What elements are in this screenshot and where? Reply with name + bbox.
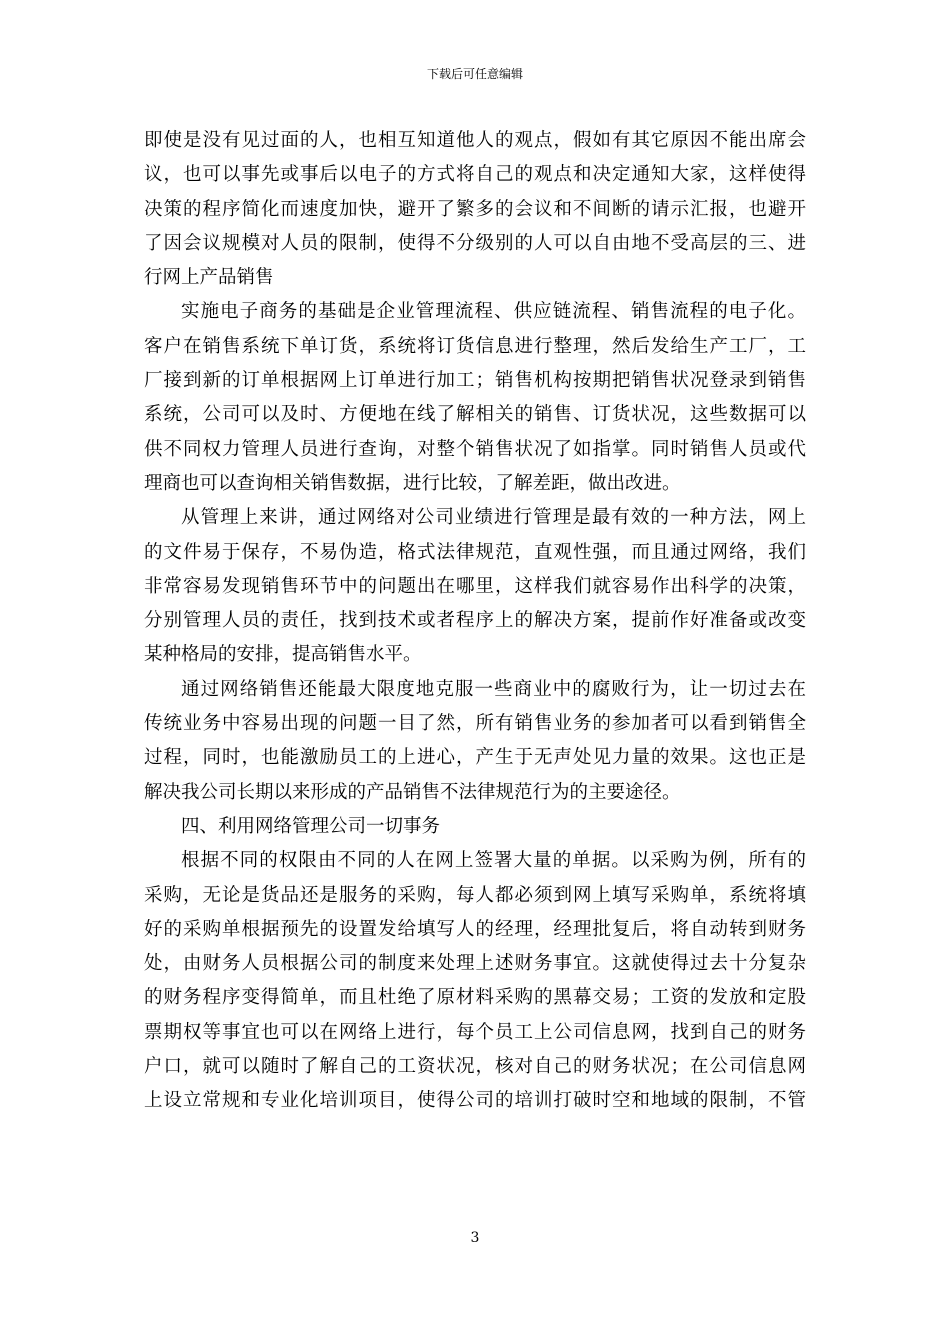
text-line: 的文件易于保存，不易伪造，格式法律规范，直观性强，而且通过网络，我们 — [144, 541, 806, 563]
text-line: 过程，同时，也能激励员工的上进心，产生于无声处见力量的效果。这也正是 — [144, 747, 806, 769]
text-line: 分别管理人员的责任，找到技术或者程序上的解决方案，提前作好准备或改变 — [144, 610, 806, 632]
text-line: 议，也可以事先或事后以电子的方式将自己的观点和决定通知大家，这样使得 — [144, 164, 806, 186]
text-line: 户口，就可以随时了解自己的工资状况，核对自己的财务状况；在公司信息网 — [144, 1056, 806, 1078]
page-header: 下载后可任意编辑 — [426, 67, 523, 81]
text-line: 行网上产品销售 — [144, 267, 274, 289]
text-line: 处，由财务人员根据公司的制度来处理上述财务事宜。这就使得过去十分复杂 — [144, 953, 806, 975]
text-line: 票期权等事宜也可以在网络上进行，每个员工上公司信息网，找到自己的财务 — [144, 1021, 806, 1043]
text-line: 非常容易发现销售环节中的问题出在哪里，这样我们就容易作出科学的决策， — [144, 575, 806, 597]
text-line: 供不同权力管理人员进行查询，对整个销售状况了如指掌。同时销售人员或代 — [144, 438, 806, 460]
text-line: 四、利用网络管理公司一切事务 — [181, 815, 441, 837]
document-body — [144, 124, 806, 1119]
text-line: 厂接到新的订单根据网上订单进行加工；销售机构按期把销售状况登录到销售 — [144, 370, 806, 392]
text-line: 某种格局的安排，提高销售水平。 — [144, 644, 422, 666]
text-line: 即使是没有见过面的人，也相互知道他人的观点，假如有其它原因不能出席会 — [144, 130, 806, 151]
text-line: 的财务程序变得简单，而且杜绝了原材料采购的黑幕交易；工资的发放和定股 — [144, 987, 806, 1009]
text-line: 从管理上来讲，通过网络对公司业绩进行管理是最有效的一种方法，网上 — [181, 507, 806, 529]
text-line: 根据不同的权限由不同的人在网上签署大量的单据。以采购为例，所有的 — [181, 850, 806, 872]
text-line: 好的采购单根据预先的设置发给填写人的经理，经理批复后，将自动转到财务 — [144, 918, 806, 940]
page-number: 3 — [470, 1230, 480, 1246]
text-line: 传统业务中容易出现的问题一目了然，所有销售业务的参加者可以看到销售全 — [144, 713, 806, 735]
text-line: 采购，无论是货品还是服务的采购，每人都必须到网上填写采购单，系统将填 — [144, 884, 806, 906]
text-line: 决策的程序简化而速度加快，避开了繁多的会议和不间断的请示汇报，也避开 — [144, 198, 806, 220]
text-line: 理商也可以查询相关销售数据，进行比较，了解差距，做出改进。 — [144, 472, 681, 494]
text-line: 上设立常规和专业化培训项目，使得公司的培训打破时空和地域的限制，不管 — [144, 1090, 806, 1112]
text-line: 解决我公司长期以来形成的产品销售不法律规范行为的主要途径。 — [144, 781, 681, 803]
text-line: 实施电子商务的基础是企业管理流程、供应链流程、销售流程的电子化。 — [181, 301, 806, 323]
text-line: 了因会议规模对人员的限制，使得不分级别的人可以自由地不受高层的三、进 — [144, 232, 806, 254]
text-line: 客户在销售系统下单订货，系统将订货信息进行整理，然后发给生产工厂，工 — [144, 335, 806, 357]
text-line: 通过网络销售还能最大限度地克服一些商业中的腐败行为，让一切过去在 — [181, 678, 806, 700]
text-line: 系统，公司可以及时、方便地在线了解相关的销售、订货状况，这些数据可以 — [144, 404, 806, 426]
